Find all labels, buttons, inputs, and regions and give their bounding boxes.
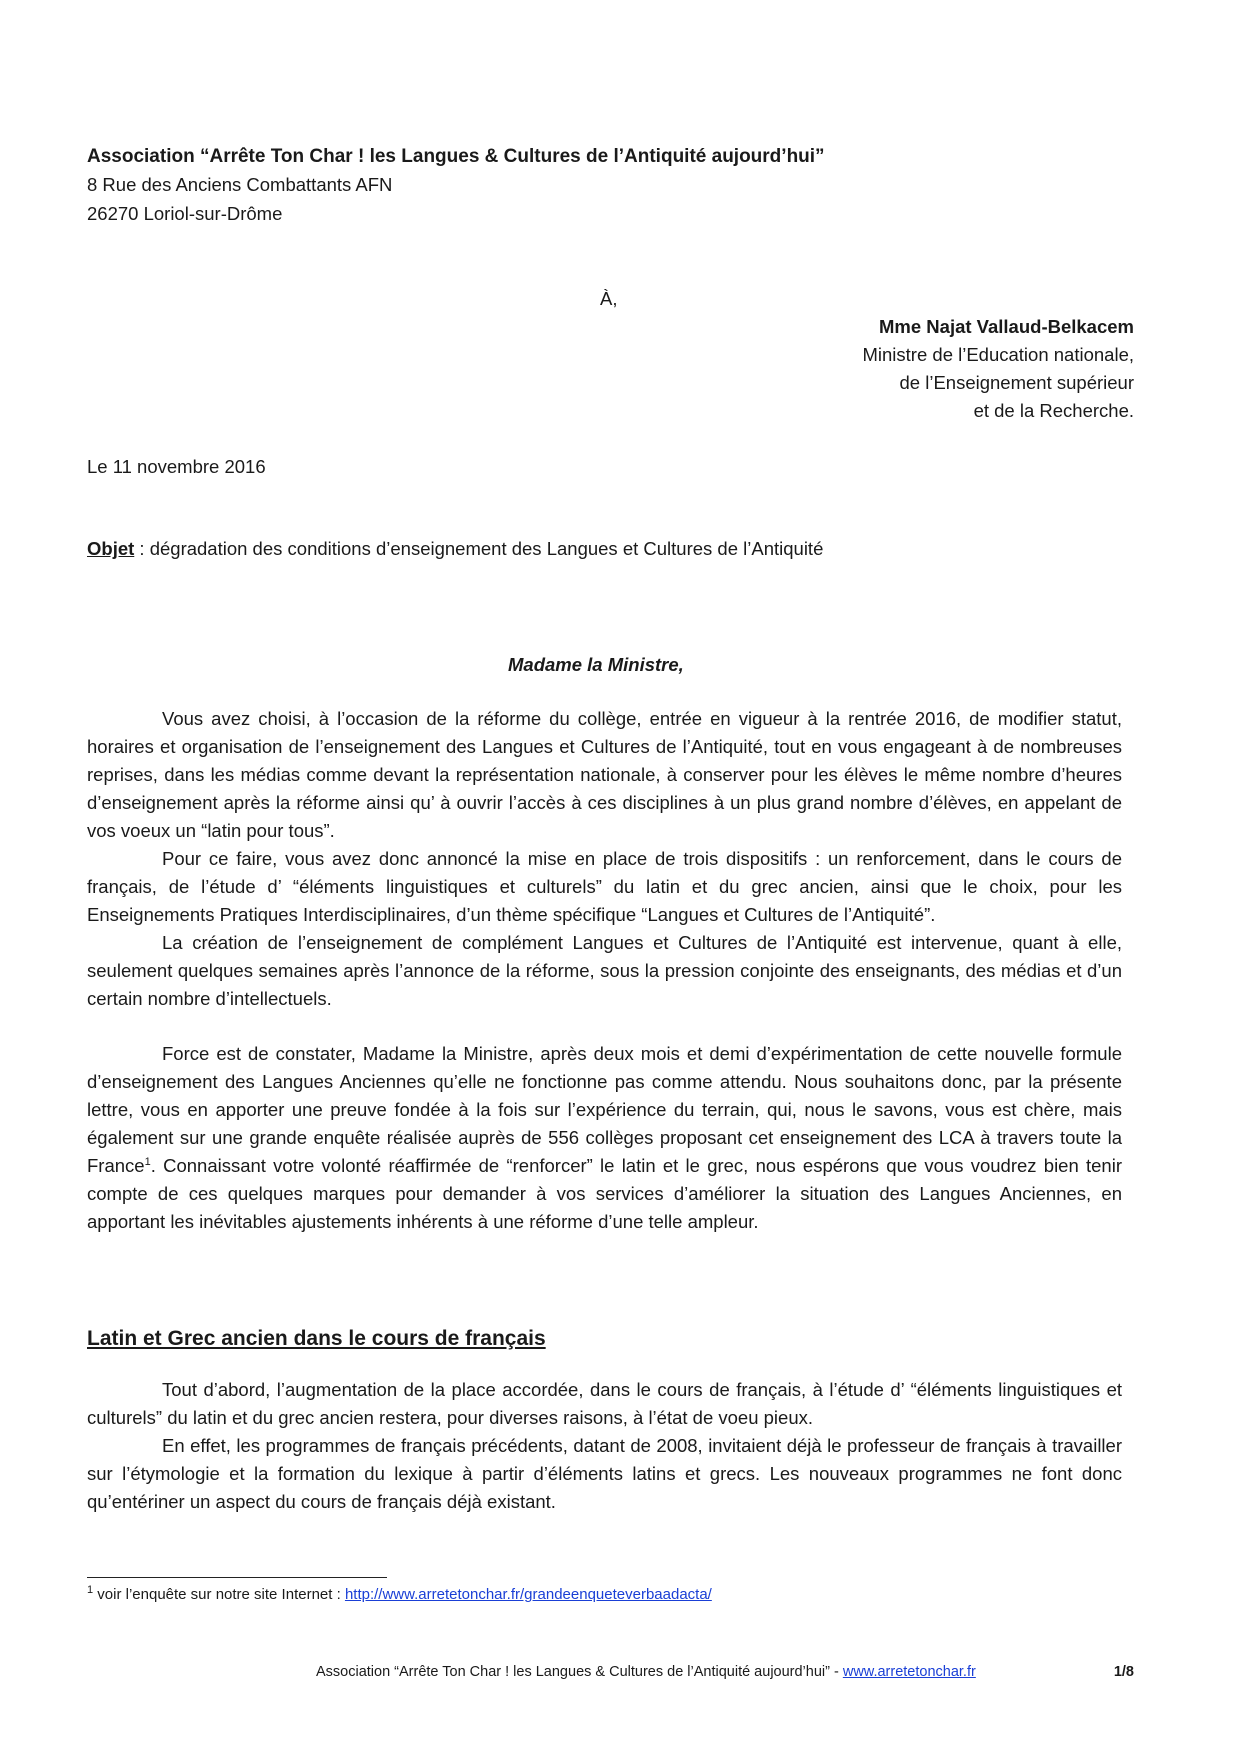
recipient-name: Mme Najat Vallaud-Belkacem	[879, 316, 1134, 337]
sender-street: 8 Rue des Anciens Combattants AFN	[87, 174, 393, 195]
footer-link[interactable]: www.arretetonchar.fr	[842, 1664, 976, 1680]
footnote-text: voir l’enquête sur notre site Internet :	[93, 1586, 345, 1603]
recipient-title-line3: et de la Recherche.	[973, 400, 1134, 421]
page-number: 1/8	[1113, 1664, 1134, 1680]
recipient-title-line1: Ministre de l’Education nationale,	[862, 344, 1134, 365]
subject-label: Objet	[87, 538, 135, 559]
sender-name: Association “Arrête Ton Char ! les Langues & Cultures de l’Antiquité aujourd’hui”	[87, 146, 825, 167]
salutation: Madame la Ministre,	[508, 654, 684, 675]
footnote-divider	[87, 1577, 387, 1578]
subject-line	[87, 538, 823, 560]
recipient-to: À,	[600, 288, 618, 309]
footnote-ref[interactable]: 1	[144, 1155, 151, 1168]
letter-date: Le 11 novembre 2016	[87, 456, 266, 477]
paragraph-5: Tout d’abord, l’augmentation de la place accordée, dans le cours de français, à l’étude d’ “éléments linguistiques et culturels” du latin et du grec ancien restera, pour diverses raisons, à l’état de voeu pieux.	[87, 1379, 1122, 1428]
footnote	[87, 1586, 712, 1603]
paragraph-6: En effet, les programmes de français précédents, datant de 2008, invitaient déjà le professeur de français à travailler sur l’étymologie et la formation du lexique à partir d’éléments latins et grecs. Les nouveaux programmes ne font donc qu’entériner un aspect du cours de français déjà existant.	[87, 1435, 1122, 1512]
sender-city: 26270 Loriol-sur-Drôme	[87, 203, 283, 224]
recipient-title-line2: de l’Enseignement supérieur	[899, 372, 1134, 393]
subject-text: : dégradation des conditions d’enseignement des Langues et Cultures de l’Antiquité	[134, 538, 824, 559]
section-heading: Latin et Grec ancien dans le cours de français	[87, 1327, 546, 1350]
footer-text: Association “Arrête Ton Char ! les Langues & Cultures de l’Antiquité aujourd’hui” -	[316, 1664, 843, 1680]
footnote-link[interactable]: http://www.arretetonchar.fr/grandeenqueteverbaadacta/	[344, 1586, 712, 1603]
paragraph-1: Vous avez choisi, à l’occasion de la réforme du collège, entrée en vigueur à la rentrée 2016, de modifier statut, horaires et organisation de l’enseignement des Langues et Cultures de l’Antiquité, tout en vous engageant à de nombreuses reprises, dans les médias comme devant la représentation nationale, à conserver pour les élèves le même nombre d’heures d’enseignement après la réforme ainsi qu’ à ouvrir l’accès à ces disciplines à un plus grand nombre d’élèves, en appelant de vos voeux un “latin pour tous”.	[87, 708, 1122, 841]
paragraph-2: Pour ce faire, vous avez donc annoncé la mise en place de trois dispositifs : un renforcement, dans le cours de français, de l’étude d’ “éléments linguistiques et culturels” du latin et du grec ancien, ainsi que le choix, pour les Enseignements Pratiques Interdisciplinaires, d’un thème spécifique “Langues et Cultures de l’Antiquité”.	[87, 848, 1122, 925]
paragraph-3: La création de l’enseignement de complément Langues et Cultures de l’Antiquité est intervenue, quant à elle, seulement quelques semaines après l’annonce de la réforme, sous la pression conjointe des enseignants, des médias et d’un certain nombre d’intellectuels.	[87, 932, 1122, 1009]
page-footer	[316, 1664, 976, 1680]
paragraph-4: Force est de constater, Madame la Ministre, après deux mois et demi d’expérimentation de cette nouvelle formule d’enseignement des Langues Anciennes qu’elle ne fonctionne pas comme attendu. Nous souhaitons donc, par la présente lettre, vous en apporter une preuve fondée à la fois sur l’expérience du terrain, qui, nous le savons, vous est chère, mais également sur une grande enquête réalisée auprès de 556 collèges proposant cet enseignement des LCA à travers toute la France$^1$. Connaissant votre volonté réaffirmée de “renforcer” le latin et le grec, nous espérons que vous voudrez bien tenir compte de ces quelques marques pour demander à vos services d’améliorer la situation des Langues Anciennes, en apportant les inévitables ajustements inhérents à une réforme d’une telle ampleur.	[87, 1043, 1122, 1232]
footnote-number: 1	[87, 1584, 94, 1596]
